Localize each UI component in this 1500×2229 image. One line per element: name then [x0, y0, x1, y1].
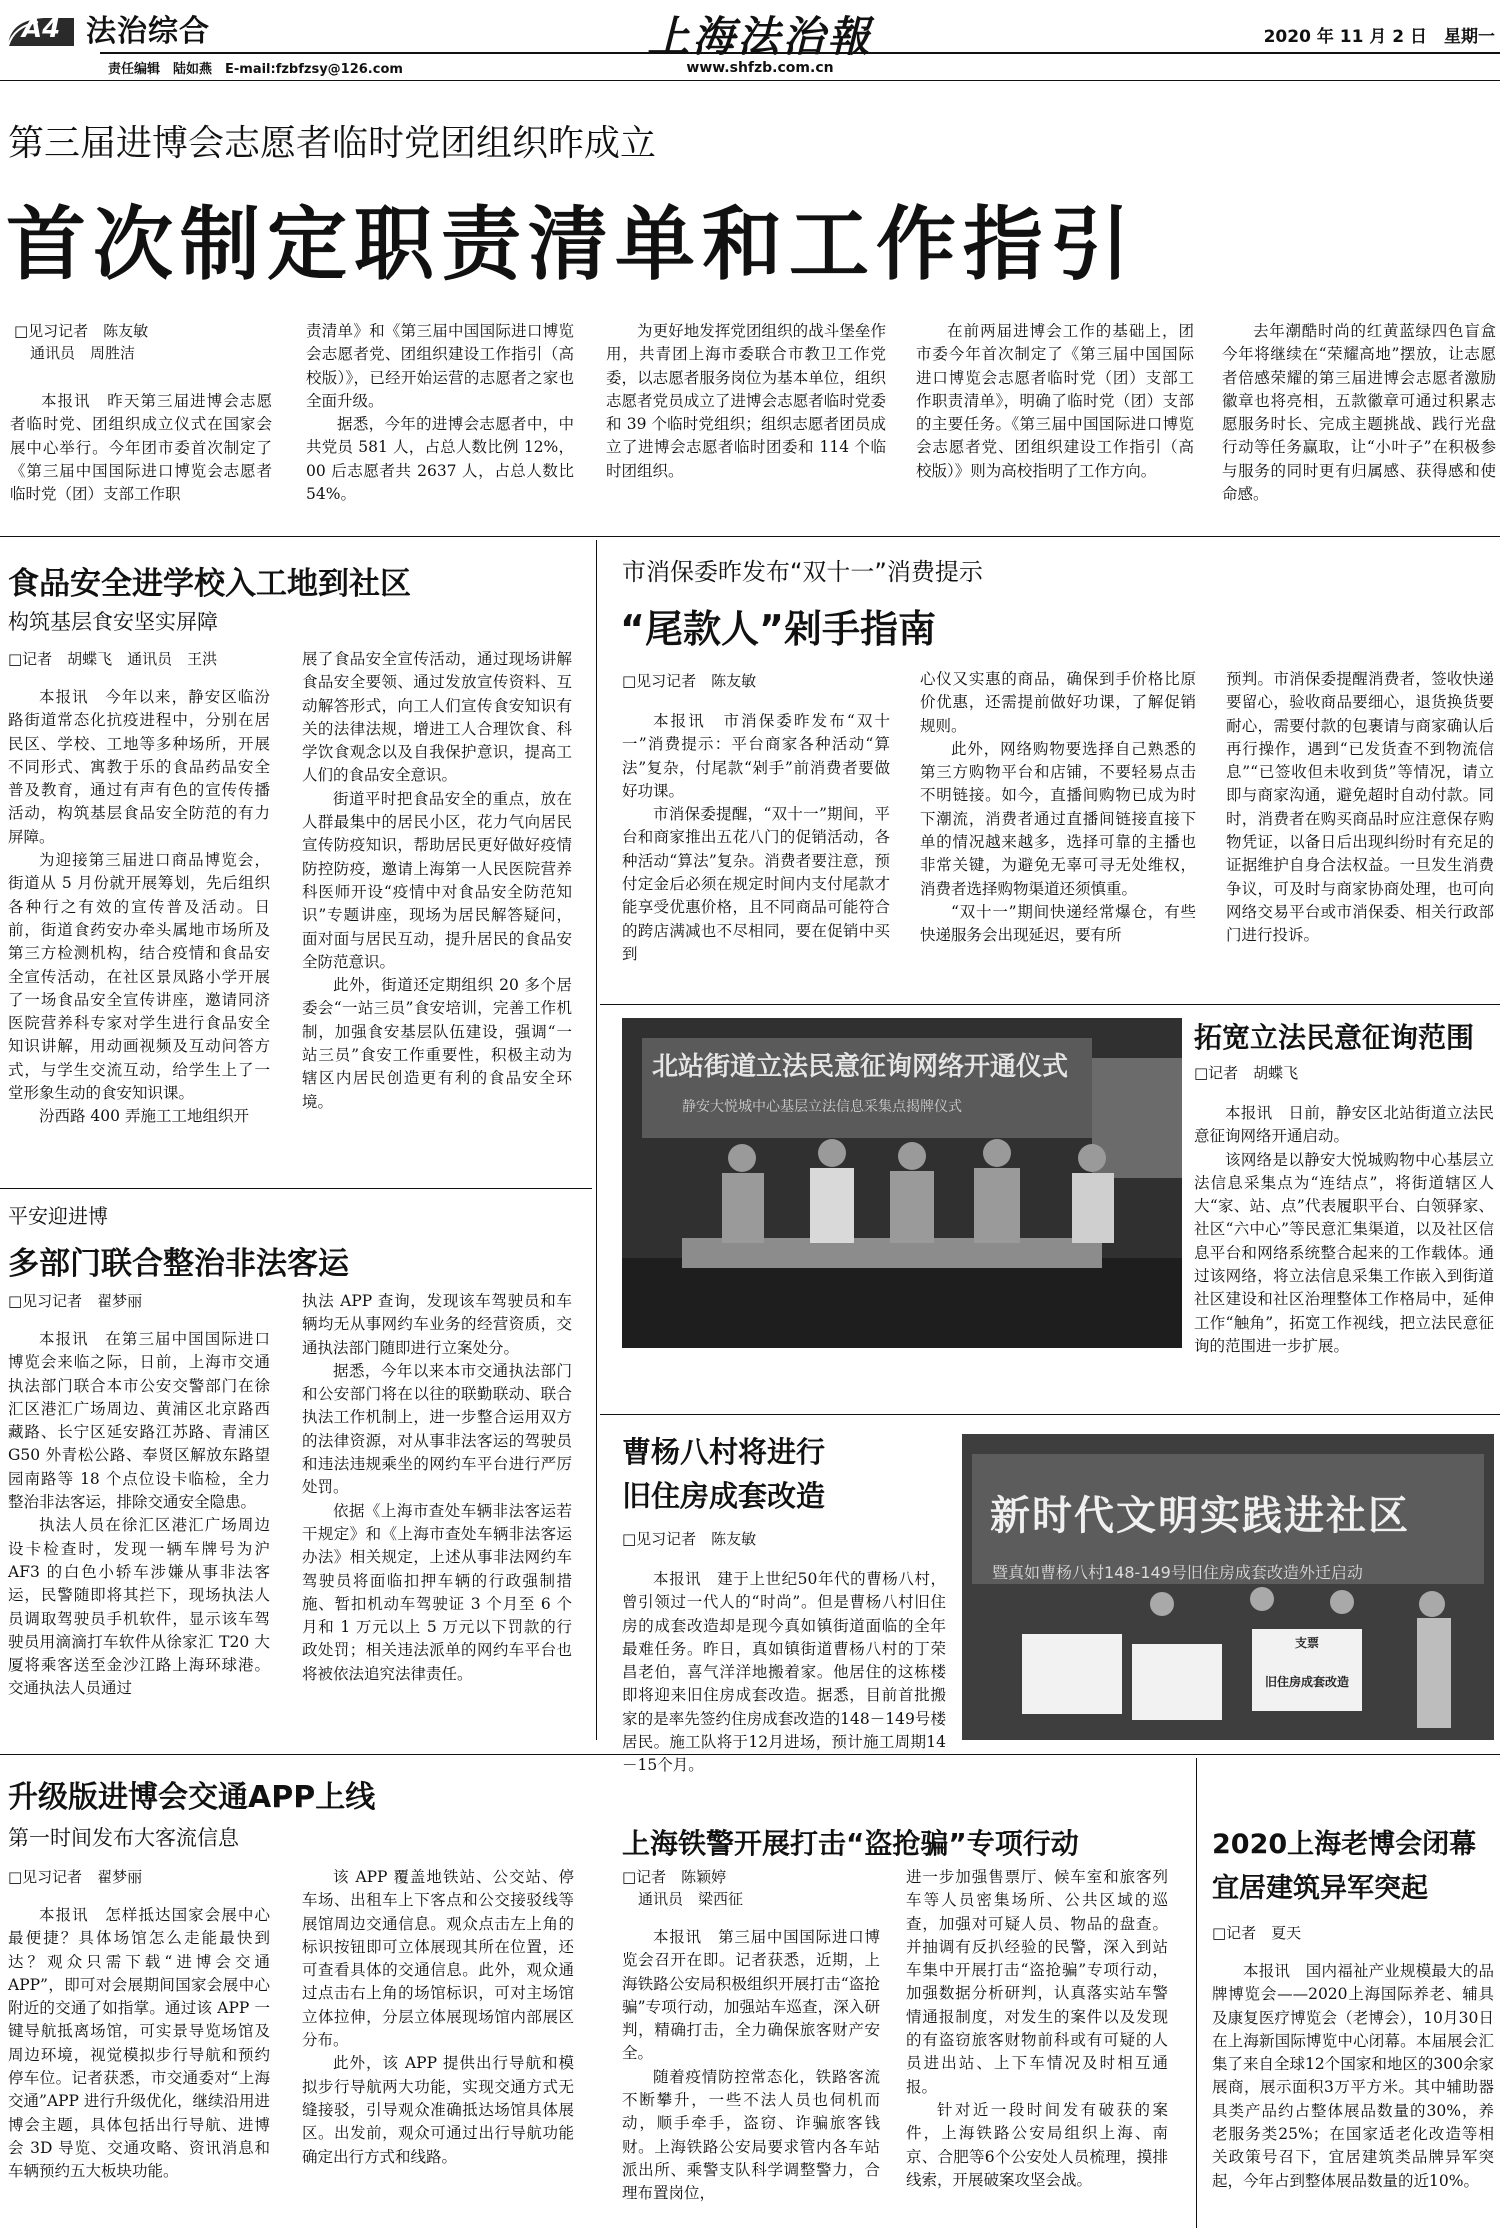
- consumer-bottom-rule: [600, 1004, 1500, 1005]
- legislation-p2: 该网络是以静安大悦城购物中心基层立法信息采集点为“连结点”，将街道辖区人大“家、站、点”代表履职平台、白领驿家、社区“六中心”等民意汇集渠道，以及社区信息平台和网络系统整合起来的工作载体。通过该网络，将立法信息采集工作嵌入到街道社区建设和社区治理整体工作格局中，延伸工作“触角”，拓宽工作视线，把立法民意征询的范围进一步扩展。: [1194, 1150, 1494, 1355]
- consumer-col3-text: 预判。市消保委提醒消费者，签收快递要留心，验收商品要细心，退货换货要耐心，需要付款的包裹请与商家确认后再行操作，遇到“已发货查不到物流信息”“已签收但未收到货”等情况，请立即与商家沟通，避免超时自动付款。同时，消费者在购买商品时应注意保存购物凭证，以备日后出现纠纷时有充足的证据维护自身合法权益。一旦发生消费争议，可及时与商家协商处理，也可向网络交易平台或市消保委、相关行政部门进行投诉。: [1226, 670, 1494, 945]
- traffic-col2-p2: 据悉，今年以来本市交通执法部门和公安部门将在以往的联勤联动、联合执法工作机制上，进一步整合运用双方的法律资源，对从事非法客运的驾驶员和违法违规乘坐的网约车平台进行严厉处罚。: [302, 1361, 572, 1497]
- lead-byline-correspondent: 通讯员 周胜洁: [30, 344, 136, 362]
- food-col1-p2: 为迎接第三届进口商品博览会，街道从 5 月份就开展筹划，先后组织各种行之有效的宣传普及活动。日前，街道食药安办牵头属地市场所及第三方检测机构，结合疫情和食品安全宣传活动，在社区景凤路小学开展了一场食品安全宣传讲座，邀请同济医院营养科专家对学生进行食品安全知识讲解，用动画视频及互动问答方式，与学生交流互动，给学生上了一堂形象生动的食安知识课。: [8, 851, 270, 1103]
- traffic-headline: 多部门联合整治非法客运: [8, 1246, 349, 1282]
- lead-col2-text-b: 据悉，今年的进博会志愿者中，中共党员 581 人，占总人数比例 12%，00 后志愿者共 2637 人，占总人数比 54%。: [306, 415, 574, 504]
- ceremony-banner-subtext: 静安大悦城中心基层立法信息采集点揭牌仪式: [682, 1099, 962, 1115]
- website: www.shfzb.com.cn: [686, 60, 834, 76]
- housing-byline: □见习记者 陈友敏: [622, 1530, 757, 1548]
- app-col1-text: 本报讯 怎样抵达国家会展中心最便捷？具体场馆怎么走能最快到达？观众只需下载“进博会交通 APP”，即可对会展期间国家会展中心附近的交通了如指掌。通过该 APP 一键导航抵离场馆，可实景导览场馆及周边环境，视觉模拟步行导航和预约停车位。记者获悉，市交通委对“上海交通”APP 进行升级优化，继续沿用进博会主题，具体包括出行导航、进博会 3D 导览、交通攻略、资讯消息和车辆预约五大板块功能。: [8, 1906, 270, 2181]
- railway-col1-p2: 随着疫情防控常态化，铁路客流不断攀升，一些不法人员也伺机而动，顺手牵手，盗窃、诈骗旅客钱财。上海铁路公安局要求管内各车站派出所、乘警支队科学调整警力，合理布置岗位，: [622, 2067, 880, 2203]
- food-byline: □记者 胡蝶飞 通讯员 王洪: [8, 650, 218, 668]
- housing-headline-2: 旧住房成套改造: [622, 1479, 826, 1513]
- railway-headline: 上海铁警开展打击“盗抢骗”专项行动: [622, 1827, 1079, 1860]
- railway-col2-p1: 进一步加强售票厅、候车室和旅客列车等人员密集场所、公共区域的巡查，加强对可疑人员、物品的盘查。并抽调有反扒经验的民警，深入到站车集中开展打击“盗抢骗”专项行动，加强数据分析研判，认真落实站车警情通报制度，对发生的案件以及发现的有盗窃旅客财物前科或有可疑的人员进出站、上下车情况及时相互通报。: [906, 1868, 1168, 2096]
- traffic-col2: [302, 1290, 572, 1686]
- left-column-divider: [596, 540, 597, 1740]
- lead-col4: [916, 320, 1194, 483]
- page-number: A4: [22, 14, 61, 44]
- food-headline: 食品安全进学校入工地到社区: [8, 566, 411, 602]
- legislation-headline: 拓宽立法民意征询范围: [1194, 1021, 1475, 1054]
- traffic-kicker: 平安迎进博: [8, 1204, 108, 1228]
- consumer-col2-p1: 心仪又实惠的商品，确保到手价格比原价优惠，还需提前做好功课，了解促销规则。: [920, 670, 1196, 735]
- lead-col2-text-a: 责清单》和《第三届中国国际进口博览会志愿者党、团组织建设工作指引（高校版）》，已经开始运营的志愿者之家也全面升级。: [306, 322, 574, 410]
- food-col1: [8, 686, 270, 1129]
- food-subhead: 构筑基层食安坚实屏障: [8, 610, 218, 634]
- railway-col1-p1: 本报讯 第三届中国国际进口博览会召开在即。记者获悉，近期，上海铁路公安局积极组织开展打击“盗抢骗”专项行动，加强站车巡查，深入研判，精确打击，全力确保旅客财产安全。: [622, 1928, 880, 2063]
- food-col1-p3: 汾西路 400 弄施工工地组织开: [39, 1107, 249, 1126]
- lead-kicker: 第三届进博会志愿者临时党团组织昨成立: [8, 123, 657, 164]
- app-headline: 升级版进博会交通APP上线: [8, 1780, 376, 1815]
- lead-headline: 首次制定职责清单和工作指引: [6, 198, 1137, 291]
- cheque-board-title: 支票: [1294, 1636, 1319, 1650]
- section-title: 法治综合: [86, 14, 210, 49]
- legislation-bottom-rule: [600, 1414, 1500, 1415]
- lead-col3-text: 为更好地发挥党团组织的战斗堡垒作用，共青团上海市委联合市教卫工作党委，以志愿者服务岗位为基本单位，组织志愿者党员成立了进博会志愿者临时党委和 39 个临时党组织；组织志愿者团员成立了进博会志愿者临时团委和 114 个临时团组织。: [606, 322, 886, 480]
- railway-byline: [622, 1866, 882, 1910]
- railway-byline-reporter: □记者 陈颖婷: [622, 1868, 727, 1886]
- cheque-board: [1252, 1634, 1362, 1690]
- app-col2: [302, 1866, 574, 2169]
- app-subhead: 第一时间发布大客流信息: [8, 1826, 239, 1850]
- issue-date: 2020 年 11 月 2 日 星期一: [1263, 27, 1495, 47]
- community-banner-subtext: 暨真如曹杨八村148-149号旧住房成套改造外迁启动: [992, 1563, 1363, 1582]
- consumer-byline: □见习记者 陈友敏: [622, 672, 757, 690]
- food-col1-p1: 本报讯 今年以来，静安区临汾路街道常态化抗疫进程中，分别在居民区、学校、工地等多种场所，开展不同形式、寓教于乐的食品药品安全普及教育，通过有声有色的宣传传播活动，构筑基层食品安全防范的有力屏障。: [8, 688, 270, 846]
- paper-name: 上海法治報: [647, 12, 873, 61]
- legislation-body: [1194, 1102, 1494, 1358]
- expo-body: [1212, 1960, 1494, 2193]
- masthead-rule-bottom: [0, 80, 1500, 81]
- consumer-col1-p1: 本报讯 市消保委昨发布“双十一”消费提示：平台商家各种活动“算法”复杂，付尾款“剁手”前消费者要做好功课。: [622, 712, 890, 800]
- cheque-board-text: 旧住房成套改造: [1264, 1675, 1349, 1689]
- legislation-byline: □记者 胡蝶飞: [1194, 1064, 1299, 1082]
- consumer-col3: [1226, 668, 1494, 948]
- masthead-rule: [100, 52, 1500, 54]
- food-col2-p2: 街道平时把食品安全的重点，放在人群最集中的居民小区，花力气向居民宣传防疫知识，帮助居民更好做好疫情防控防疫，邀请上海第一人民医院营养科医师开设“疫情中对食品安全防范知识”专题讲座，现场为居民解答疑问，面对面与居民互动，提升居民的食品安全防范意识。: [302, 789, 572, 971]
- editor-line: 责任编辑 陆如燕 E-mail:fzbfzsy@126.com: [108, 62, 403, 77]
- food-col2-p1: 展了食品安全宣传活动，通过现场讲解食品安全要领、通过发放宣传资料、互动解答形式，向工人们宣传食安知识有关的法律法规，增进工人合理饮食、科学饮食观念以及自我保护意识，提高工人们的食品安全意识。: [302, 650, 572, 785]
- lead-col5-text: 去年潮酷时尚的红黄蓝绿四色盲盒今年将继续在“荣耀高地”摆放，让志愿者倍感荣耀的第三届进博会志愿者激励徽章也将亮相，五款徽章可通过积累志愿服务时长、完成主题挑战、践行光盘行动等任务赢取，让“小叶子”在积极参与服务的同时更有归属感、获得感和使命感。: [1222, 322, 1496, 504]
- app-col1: [8, 1904, 270, 2184]
- lead-col1: [10, 390, 272, 506]
- lead-byline-reporter: □见习记者 陈友敏: [14, 322, 149, 340]
- housing-text: 本报讯 建于上世纪50年代的曹杨八村，曾引领过一代人的“时尚”。但是曹杨八村旧住房的成套改造却是现今真如镇街道面临的全年最难任务。昨日，真如镇街道曹杨八村的丁荣昌老伯，喜气洋洋地搬着家。他居住的这栋楼即将迎来旧住房成套改造。据悉，目前首批搬家的是率先签约住房成套改造的148－149号楼居民。施工队将于12月进场，预计施工周期14－15个月。: [622, 1570, 946, 1775]
- community-banner-text: 新时代文明实践进社区: [990, 1492, 1410, 1539]
- legislation-p1: 本报讯 日前，静安区北站街道立法民意征询网络开通启动。: [1194, 1104, 1494, 1146]
- housing-body: [622, 1568, 946, 1778]
- expo-left-divider: [1196, 1758, 1197, 2228]
- lead-col2: [306, 320, 574, 506]
- consumer-col1-p2: 市消保委提醒，“双十一”期间，平台和商家推出五花八门的促销活动，各种活动“算法”复杂。消费者要注意，预付定金后必须在规定时间内支付尾款才能享受优惠价格，且不同商品可能符合的跨店满减也不尽相同，要在促销中买到: [622, 805, 890, 963]
- lead-byline: [14, 320, 294, 364]
- railway-byline-correspondent: 通讯员 梁西征: [638, 1890, 744, 1908]
- consumer-headline: “尾款人”剁手指南: [620, 607, 936, 651]
- community-photo-graphic: [962, 1434, 1494, 1740]
- traffic-col1-p1: 本报讯 在第三届中国国际进口博览会来临之际，日前，上海市交通执法部门联合本市公安交警部门在徐汇区港汇广场周边、黄浦区北京路西藏路、长宁区延安路江苏路、青浦区 G50 外青松公路、奉贤区解放东路望园南路等 18 个点位设卡临检，全力整治非法客运，排除交通安全隐患。: [8, 1330, 270, 1512]
- lead-col3: [606, 320, 886, 483]
- consumer-col2-p3: “双十一”期间快递经常爆仓，有些快递服务会出现延迟，要有所: [920, 902, 1196, 945]
- railway-col2: [906, 1866, 1168, 2192]
- traffic-col2-p1: 执法 APP 查询，发现该车驾驶员和车辆均无从事网约车业务的经营资质，交通执法部门随即进行立案处分。: [302, 1292, 572, 1357]
- consumer-col2-p2: 此外，网络购物要选择自己熟悉的第三方购物平台和店铺，不要轻易点击不明链接。如今，直播间购物已成为时下潮流，消费者通过直播间链接直接下单的情况越来越多，选择可靠的主播也非常关键，为避免无辜可寻无处维权，消费者选择购物渠道还须慎重。: [920, 739, 1196, 898]
- app-col2-p1: 该 APP 覆盖地铁站、公交站、停车场、出租车上下客点和公交接驳线等展馆周边交通信息。观众点击左上角的标识按钮即可立体展现其所在位置，还可查看具体的交通信息。此外，观众通过点击右上角的场馆标识，可对主场馆立体拉伸，分层立体展现场馆内部展区分布。: [302, 1868, 574, 2050]
- traffic-col1-p2: 执法人员在徐汇区港汇广场周边设卡检查时，发现一辆车牌号为沪 AF3 的白色小轿车涉嫌从事非法客运，民警随即将其拦下，现场执法人员调取驾驶员手机软件，显示该车驾驶员用滴滴打车软件从徐家汇 T20 大厦将乘客送至金沙江路上海环球港。交通执法人员通过: [8, 1516, 270, 1698]
- food-col2: [302, 648, 572, 1114]
- traffic-col2-p3: 依据《上海市查处车辆非法客运若干规定》和《上海市查处车辆非法客运办法》相关规定，上述从事非法网约车驾驶员将面临扣押车辆的行政强制措施、暂扣机动车驾驶证 3 个月至 6 个月和 1 万元以上 5 万元以下罚款的行政处罚；相关违法派单的网约车平台也将被依法追究法律责任。: [302, 1501, 572, 1683]
- lead-col4-text: 在前两届进博会工作的基础上，团市委今年首次制定了《第三届中国国际进口博览会志愿者临时党（团）支部工作职责清单》，明确了临时党（团）支部的主要任务。《第三届中国国际进口博览会志愿者党、团组织建设工作指引（高校版）》则为高校指明了工作方向。: [916, 322, 1194, 480]
- lead-bottom-rule: [0, 536, 1500, 537]
- traffic-col1: [8, 1328, 270, 1701]
- food-bottom-rule: [0, 1188, 592, 1189]
- railway-col2-p2: 针对近一段时间发有破获的案件，上海铁路公安局组织上海、南京、合肥等6个公安处人员梳理，摸排线索，开展破案攻坚会战。: [906, 2100, 1168, 2189]
- traffic-byline: □见习记者 翟梦丽: [8, 1292, 143, 1310]
- ceremony-banner-text: 北站街道立法民意征询网络开通仪式: [652, 1052, 1069, 1082]
- lead-col5: [1222, 320, 1496, 506]
- community-photo: [962, 1434, 1494, 1740]
- app-byline: □见习记者 翟梦丽: [8, 1868, 143, 1886]
- masthead: [0, 0, 1500, 80]
- app-col2-p2: 此外，该 APP 提供出行导航和模拟步行导航两大功能，实现交通方式无缝接驳，引导观众准确抵达场馆具体展区。出发前，观众可通过出行导航功能确定出行方式和线路。: [302, 2054, 574, 2166]
- consumer-col2: [920, 668, 1196, 948]
- consumer-col1: [622, 710, 890, 966]
- expo-byline: □记者 夏天: [1212, 1924, 1302, 1942]
- page-number-badge: [4, 12, 76, 48]
- expo-headline-2: 宜居建筑异军突起: [1212, 1873, 1428, 1904]
- housing-headline-1: 曹杨八村将进行: [622, 1435, 826, 1469]
- expo-headline-1: 2020上海老博会闭幕: [1212, 1829, 1477, 1860]
- consumer-kicker: 市消保委昨发布“双十一”消费提示: [622, 558, 983, 586]
- ceremony-photo: [622, 1018, 1182, 1348]
- lead-col1-text: 本报讯 昨天第三届进博会志愿者临时党、团组织成立仪式在国家会展中心举行。今年团市委首次制定了《第三届中国国际进口博览会志愿者临时党（团）支部工作职: [10, 392, 272, 504]
- expo-text: 本报讯 国内福祉产业规模最大的品牌博览会——2020上海国际养老、辅具及康复医疗博览会（老博会），10月30日在上海新国际博览中心闭幕。本届展会汇集了来自全球12个国家和地区的300余家展商，展示面积3万平方米。其中辅助器具类产品约占整体展品数量的30%，养老服务类25%；在国家适老化改造等相关政策号召下，宜居建筑类品牌异军突起，今年占到整体展品数量的近10%。: [1212, 1962, 1494, 2190]
- railway-col1: [622, 1926, 880, 2206]
- food-col2-p3: 此外，街道还定期组织 20 多个居委会“一站三员”食安培训，完善工作机制，加强食安基层队伍建设，强调“一站三员”食安工作重要性，积极主动为辖区内居民创造更有利的食品安全环境。: [302, 976, 572, 1111]
